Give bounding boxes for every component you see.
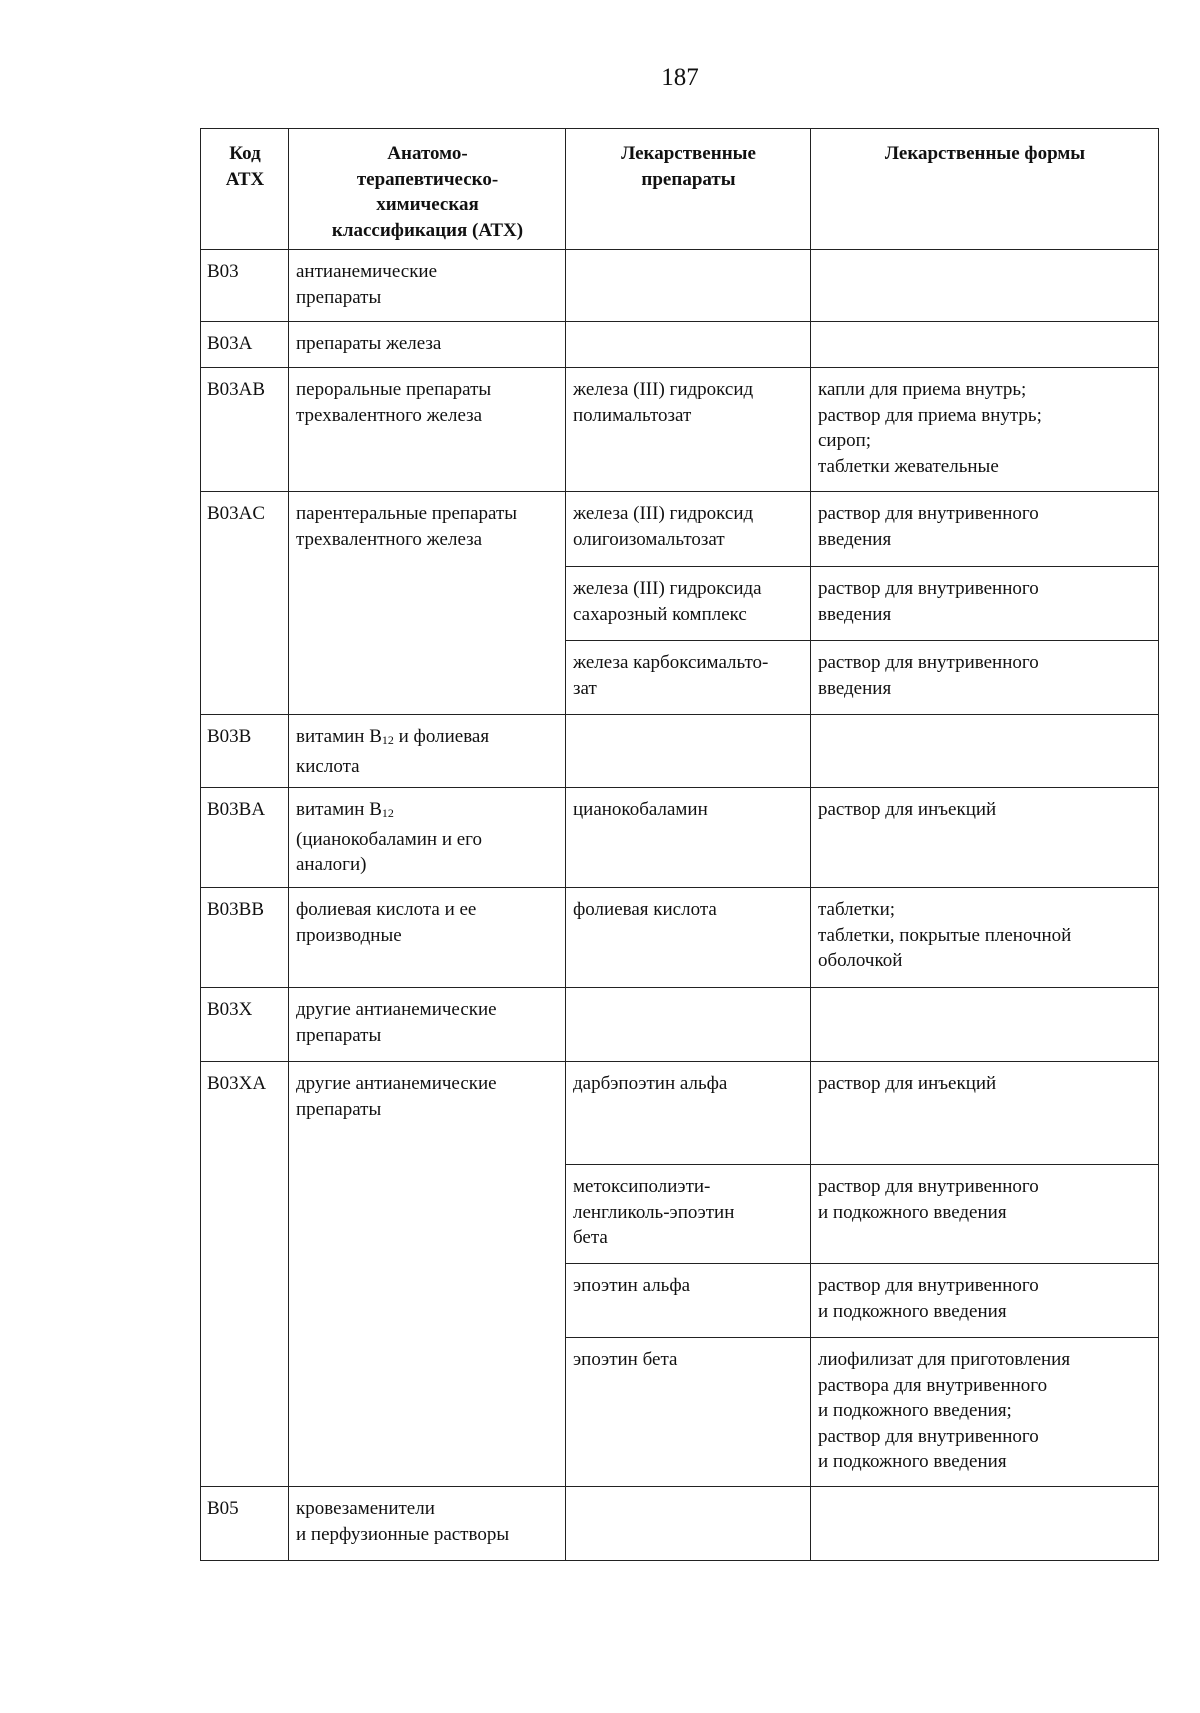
drug-cell: цианокобаламин (566, 788, 811, 888)
header-code: Код АТХ (201, 129, 289, 250)
atx-table (200, 128, 1159, 1561)
forms-cell (811, 988, 1159, 1062)
atx-classification (289, 788, 566, 888)
forms-cell: капли для приема внутрь; раствор для приема внутрь; сироп; таблетки жевательные (811, 368, 1159, 492)
forms-cell (811, 322, 1159, 368)
header-forms: Лекарственные формы (811, 129, 1159, 250)
drug-cell: эпоэтин бета (566, 1338, 811, 1487)
drug-cell (566, 250, 811, 322)
atx-classification: пероральные препараты трехвалентного железа (289, 368, 566, 492)
forms-cell: раствор для внутривенного введения (811, 492, 1159, 567)
table-row (201, 322, 1159, 368)
table-row (201, 368, 1159, 492)
header-classification: Анатомо- терапевтическо- химическая классификация (АТХ) (289, 129, 566, 250)
table-row (201, 1487, 1159, 1561)
table-row (201, 715, 1159, 788)
drug-cell (566, 322, 811, 368)
atx-classification: другие антианемические препараты (289, 988, 566, 1062)
table-row (201, 250, 1159, 322)
forms-cell (811, 1487, 1159, 1561)
subscript: 12 (381, 733, 394, 747)
table-row (201, 988, 1159, 1062)
class-text: и фолиевая кислота (296, 726, 490, 777)
page-number: 187 (661, 64, 699, 91)
atx-code: B03XA (201, 1062, 289, 1487)
drug-cell (566, 1487, 811, 1561)
forms-cell: раствор для внутривенного и подкожного введения (811, 1165, 1159, 1264)
drug-cell: железа (III) гидроксид олигоизомальтозат (566, 492, 811, 567)
atx-classification: фолиевая кислота и ее производные (289, 888, 566, 988)
forms-cell: раствор для инъекций (811, 788, 1159, 888)
atx-code: B03X (201, 988, 289, 1062)
drug-cell: дарбэпоэтин альфа (566, 1062, 811, 1165)
forms-cell: раствор для инъекций (811, 1062, 1159, 1165)
drug-cell: фолиевая кислота (566, 888, 811, 988)
drug-cell (566, 715, 811, 788)
class-text: (цианокобаламин и его аналоги) (296, 828, 482, 875)
forms-cell: раствор для внутривенного введения (811, 567, 1159, 641)
atx-code: B03 (201, 250, 289, 322)
atx-classification (289, 715, 566, 788)
atx-code: B03B (201, 715, 289, 788)
atx-code: B03A (201, 322, 289, 368)
atx-classification: другие антианемические препараты (289, 1062, 566, 1487)
atx-classification: кровезаменители и перфузионные растворы (289, 1487, 566, 1561)
subscript: 12 (381, 806, 394, 820)
table-row (201, 888, 1159, 988)
atx-code: B03BA (201, 788, 289, 888)
atx-code: B03BB (201, 888, 289, 988)
forms-cell: лиофилизат для приготовления раствора для внутривенного и подкожного введения; раствор для внутривенного и подкожного введения (811, 1338, 1159, 1487)
atx-code: B03AC (201, 492, 289, 715)
drug-cell: железа (III) гидроксид полимальтозат (566, 368, 811, 492)
drug-cell: железа карбоксимальто- зат (566, 641, 811, 715)
forms-cell: раствор для внутривенного и подкожного введения (811, 1264, 1159, 1338)
drug-cell (566, 988, 811, 1062)
drug-cell: эпоэтин альфа (566, 1264, 811, 1338)
atx-classification: препараты железа (289, 322, 566, 368)
drug-cell: железа (III) гидроксида сахарозный комплекс (566, 567, 811, 641)
atx-code: B05 (201, 1487, 289, 1561)
header-drugs: Лекарственные препараты (566, 129, 811, 250)
atx-code: B03AB (201, 368, 289, 492)
drug-cell: метоксиполиэти- ленгликоль-эпоэтин бета (566, 1165, 811, 1264)
forms-cell (811, 250, 1159, 322)
table-header-row (201, 129, 1159, 250)
atx-classification: антианемические препараты (289, 250, 566, 322)
table-row (201, 492, 1159, 567)
table-row (201, 788, 1159, 888)
class-text: витамин B (296, 799, 382, 820)
forms-cell (811, 715, 1159, 788)
forms-cell: раствор для внутривенного введения (811, 641, 1159, 715)
class-text: витамин B (296, 726, 382, 747)
table-row (201, 1062, 1159, 1165)
atx-classification: парентеральные препараты трехвалентного железа (289, 492, 566, 715)
forms-cell: таблетки; таблетки, покрытые пленочной оболочкой (811, 888, 1159, 988)
